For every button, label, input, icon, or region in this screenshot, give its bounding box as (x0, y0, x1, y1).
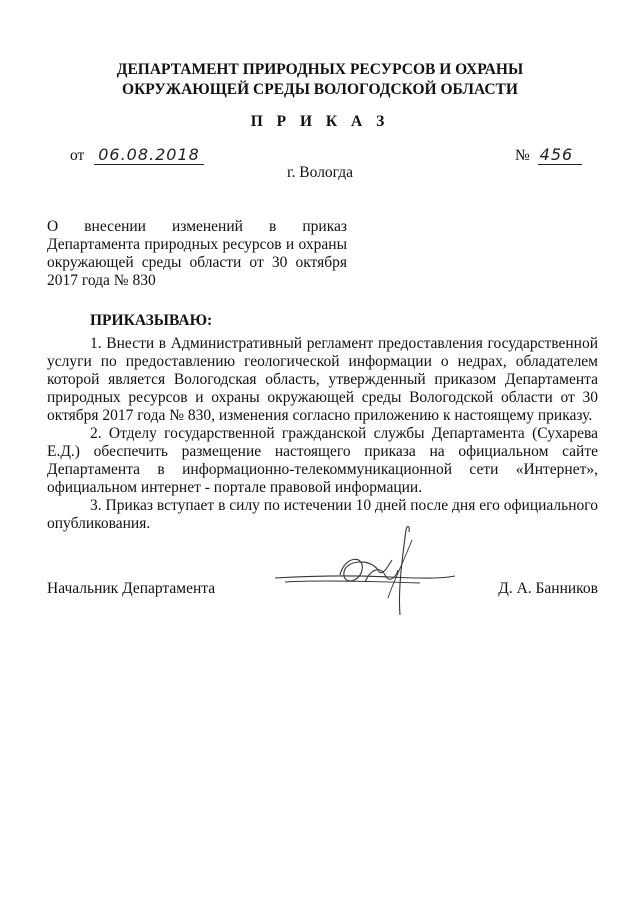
number-prefix: № (515, 147, 530, 164)
header-line-2: ОКРУЖАЮЩЕЙ СРЕДЫ ВОЛОГОДСКОЙ ОБЛАСТИ (122, 81, 518, 98)
order-body (47, 335, 598, 533)
date-prefix: от (70, 147, 85, 164)
header-line-1: ДЕПАРТАМЕНТ ПРИРОДНЫХ РЕСУРСОВ И ОХРАНЫ (116, 61, 524, 78)
handwritten-signature (270, 520, 460, 620)
order-date: 06.08.2018 (94, 145, 204, 165)
paragraph-2: 2. Отделу государственной гражданской службы Департамента (Сухарева Е.Д.) обеспечить размещение настоящего приказа на официальном сайте Департамента в информационно-телекоммуникационной сети «Интернет», официальном интернет - портале правовой информации. (47, 425, 598, 496)
paragraph-1: 1. Внести в Административный регламент предоставления государственной услуги по предоставлению геологической информации о недрах, обладателем которой является Вологодская область, утвержденный приказом Департамента природных ресурсов и охраны окружающей среды Вологодской области от 30 октября 2017 года № 830, изменения согласно приложению к настоящему приказу. (47, 335, 598, 424)
paragraph-3: 3. Приказ вступает в силу по истечении 10 дней после дня его официального опубликования. (47, 497, 598, 532)
city: г. Вологда (286, 164, 354, 181)
signer-position: Начальник Департамента (47, 580, 216, 597)
order-subject: О внесении изменений в приказ Департамента природных ресурсов и охраны окружающей среды области от 30 октября 2017 года № 830 (47, 218, 347, 289)
order-word: ПРИКАЗЫВАЮ: (90, 312, 213, 329)
signer-name: Д. А. Банников (498, 580, 598, 597)
order-number: 456 (538, 145, 582, 165)
order-title: П Р И К А З (250, 113, 390, 130)
order-date-row (70, 145, 204, 165)
department-header (60, 60, 580, 100)
order-number-row (515, 145, 582, 165)
